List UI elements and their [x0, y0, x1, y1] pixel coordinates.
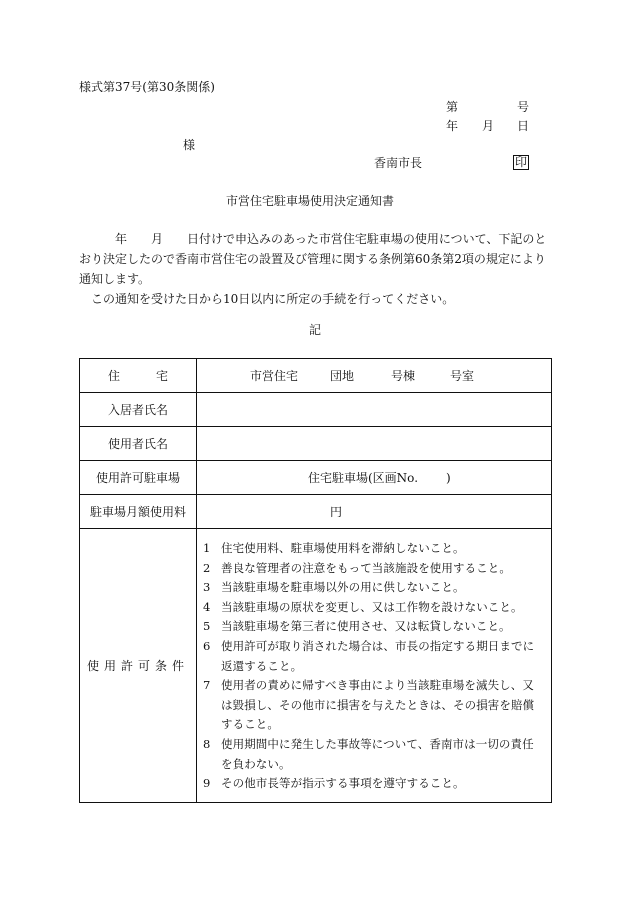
monthly-fee-unit: 円 — [330, 505, 343, 519]
document-title: 市営住宅駐車場使用決定通知書 — [226, 194, 395, 208]
condition-number: 1 — [203, 541, 211, 555]
label-housing: 住 宅 — [80, 359, 197, 393]
value-resident-name[interactable] — [197, 393, 552, 427]
condition-number: 8 — [203, 736, 211, 751]
condition-text: 使用期間中に発生した事故等について、香南市は一切の責任を負わない。 — [221, 736, 534, 771]
condition-item — [203, 617, 545, 637]
sender: 香南市長 — [374, 156, 423, 170]
seal-mark — [513, 154, 529, 170]
label-user-name: 使用者氏名 — [80, 427, 197, 461]
conditions-label-text: 使用許可条件 — [86, 658, 189, 673]
condition-item — [203, 559, 545, 579]
row-resident-name — [80, 393, 552, 427]
condition-text: 当該駐車場を第三者に使用させ、又は転貸しないこと。 — [221, 619, 511, 634]
parking-permit-table — [79, 358, 552, 803]
value-user-name[interactable] — [197, 427, 552, 461]
condition-text: 当該駐車場を駐車場以外の用に供しないこと。 — [221, 580, 465, 595]
body-paragraph-1: 年 月 日付けで申込みのあった市営住宅駐車場の使用について、下記のとおり決定したので香南市営住宅の設置及び管理に関する条例第60条第2項の規定により通知します。 — [79, 232, 547, 286]
form-number: 様式第37号(第30条関係) — [79, 80, 215, 94]
condition-number: 7 — [203, 678, 211, 693]
condition-text: 当該駐車場の原状を変更し、又は工作物を設けないこと。 — [221, 599, 523, 614]
parking-value-prefix: 住宅駐車場(区画No. — [308, 471, 419, 485]
condition-item — [203, 539, 545, 559]
housing-part-complex: 市営住宅 — [250, 369, 299, 383]
value-conditions — [197, 529, 552, 803]
value-monthly-fee — [197, 495, 552, 529]
conditions-list — [197, 529, 551, 802]
label-conditions — [80, 529, 197, 803]
value-permitted-parking — [197, 461, 552, 495]
document-number-suffix: 号 — [517, 100, 530, 114]
housing-part-building: 号棟 — [391, 369, 416, 383]
date-year: 年 — [446, 119, 459, 133]
condition-item — [203, 735, 545, 774]
body-text — [79, 229, 553, 309]
parking-value-suffix: ) — [446, 471, 451, 485]
condition-text: 住宅使用料、駐車場使用料を滞納しないこと。 — [221, 541, 465, 555]
value-housing — [197, 359, 552, 393]
condition-number: 9 — [203, 776, 211, 791]
label-monthly-fee: 駐車場月額使用料 — [80, 495, 197, 529]
condition-text: 善良な管理者の注意をもって当該施設を使用すること。 — [221, 560, 511, 575]
condition-number: 5 — [203, 619, 211, 634]
row-monthly-fee — [80, 495, 552, 529]
condition-item — [203, 774, 545, 794]
date-month: 月 — [482, 119, 495, 133]
condition-text: 使用者の責めに帰すべき事由により当該駐車場を滅失し、又は毀損し、その他市に損害を与えたときは、その損害を賠償すること。 — [221, 678, 535, 732]
condition-item — [203, 578, 545, 598]
row-conditions — [80, 529, 552, 803]
condition-text: その他市長等が指示する事項を遵守すること。 — [221, 776, 465, 791]
condition-item — [203, 598, 545, 618]
addressee-suffix: 様 — [183, 138, 196, 152]
label-resident-name: 入居者氏名 — [80, 393, 197, 427]
condition-number: 4 — [203, 599, 211, 614]
body-paragraph-2: この通知を受けた日から10日以内に所定の手続を行ってください。 — [79, 292, 455, 306]
row-permitted-parking — [80, 461, 552, 495]
condition-text: 使用許可が取り消された場合は、市長の指定する期日までに返還すること。 — [221, 638, 535, 673]
row-housing — [80, 359, 552, 393]
condition-item — [203, 637, 545, 676]
housing-part-danchi: 団地 — [330, 369, 355, 383]
condition-number: 3 — [203, 580, 211, 595]
seal-label: 印 — [515, 155, 528, 169]
condition-number: 6 — [203, 638, 211, 653]
label-permitted-parking: 使用許可駐車場 — [80, 461, 197, 495]
housing-part-room: 号室 — [450, 369, 475, 383]
document-number-prefix: 第 — [446, 100, 459, 114]
condition-number: 2 — [203, 560, 211, 575]
condition-item — [203, 676, 545, 735]
date-day: 日 — [517, 119, 530, 133]
ki-marker: 記 — [309, 323, 322, 337]
row-user-name — [80, 427, 552, 461]
